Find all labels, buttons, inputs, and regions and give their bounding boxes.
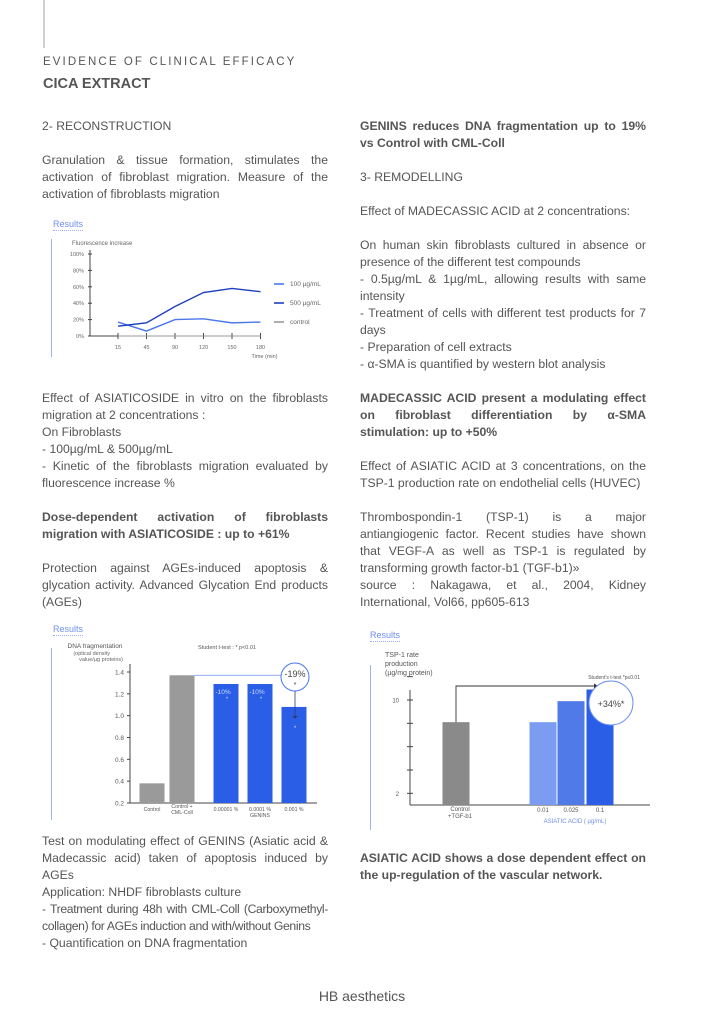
y-tick-label: 0.2 xyxy=(114,800,124,808)
x-tick-label: 0.01 xyxy=(537,808,549,814)
x-tick-label: 0.001 % xyxy=(284,807,304,813)
bar-significance-mark: * xyxy=(293,725,297,732)
genins-conclusion: GENINS reduces DNA fragmentation up to 19% vs Control with CML-Coll xyxy=(360,119,646,150)
madecassic-text-4: - Preparation of cell extracts xyxy=(360,340,512,354)
fluorescence-line-chart xyxy=(55,236,335,362)
x-tick-label: 0.1 xyxy=(595,808,605,814)
x-tick-label: 0.025 xyxy=(563,808,579,814)
madecassic-conclusion: MADECASSIC ACID present a modulating effect on fibroblast differentiation by α-SMA stimulation: up to +50% xyxy=(360,391,646,439)
chart-note: Student t-test : * p<0.01 xyxy=(198,645,256,651)
results-label-tsp-chart: Results xyxy=(370,630,401,640)
x-tick-label: Control xyxy=(450,807,470,813)
right-column-top xyxy=(360,118,646,611)
section-reconstruction: 2- RECONSTRUCTION xyxy=(42,119,172,133)
x-tick-label: 45 xyxy=(143,345,150,351)
page-title: CICA EXTRACT xyxy=(43,76,151,92)
tsp-text: Thrombospondin-1 (TSP-1) is a major antiangiogenic factor. Recent studies have shown that VEGF-A as well as TSP-1 is regulated by transforming growth factor-b1 (TGF-b1)» xyxy=(360,510,646,575)
y-axis-title: Fluorescence increase xyxy=(72,241,133,247)
x-tick-label: 0.0001 % xyxy=(249,807,271,813)
header-accent-bar xyxy=(43,0,45,48)
asiaticoside-text-4: - Kinetic of the fibroblasts migration evaluated by fluorescence increase % xyxy=(42,459,328,490)
genins-text-2: Application: NHDF fibroblasts culture xyxy=(42,885,242,899)
left-column-middle xyxy=(42,390,328,611)
legend-label: 100 µg/mL xyxy=(290,281,321,288)
y-tick-label: 1.4 xyxy=(114,669,124,677)
asiatic-intro: Effect of ASIATIC ACID at 3 concentrations, on the TSP-1 production rate on endothelial cells (HUVEC) xyxy=(360,459,646,490)
x-tick-label: 15 xyxy=(114,345,122,351)
x-axis-title: ASIATIC ACID ( µg/mL) xyxy=(543,819,607,825)
x-group-label: GENINS xyxy=(250,813,270,819)
asiatic-conclusion: ASIATIC ACID shows a dose dependent effect on the up-regulation of the vascular network. xyxy=(360,851,646,882)
y-tick-label: 1.0 xyxy=(114,713,124,721)
results-label-dna-chart: Results xyxy=(53,624,84,634)
madecassic-text-3: - Treatment of cells with different test products for 7 days xyxy=(360,306,646,337)
page-eyebrow: EVIDENCE OF CLINICAL EFFICACY xyxy=(43,56,297,68)
results-rule-1 xyxy=(51,239,52,357)
y-tick-label: 60% xyxy=(72,284,84,291)
y-tick-label: 20% xyxy=(72,317,84,324)
footer-brand: HB aesthetics xyxy=(318,988,406,1004)
x-tick-label: Control + xyxy=(171,804,193,810)
y-axis-title: TSP-1 rate xyxy=(385,652,419,659)
y-tick-label: 10 xyxy=(392,698,399,705)
y-tick-label: 0.4 xyxy=(114,778,124,786)
right-column-bottom xyxy=(360,850,646,884)
dna-fragmentation-bar-chart xyxy=(55,640,340,825)
results-label-line-chart: Results xyxy=(53,219,84,229)
results-rule-3 xyxy=(370,665,371,830)
madecassic-text-1: On human skin fibroblasts cultured in absence or presence of the different test compounds xyxy=(360,238,646,269)
y-tick-label: 40% xyxy=(72,301,84,308)
x-tick-label: 180 xyxy=(255,345,266,351)
asiaticoside-text-1: Effect of ASIATICOSIDE in vitro on the fibroblasts migration at 2 concentrations : xyxy=(42,391,328,422)
results-rule-2 xyxy=(51,648,52,820)
left-column-bottom xyxy=(42,833,328,952)
y-tick-label: 0.8 xyxy=(114,735,124,742)
bar-percent-label: -10% xyxy=(215,689,231,697)
section-remodelling: 3- REMODELLING xyxy=(360,170,463,184)
bar-4 xyxy=(282,707,307,803)
bar-2 xyxy=(558,701,585,805)
genins-text-1: Test on modulating effect of GENINS (Asiatic acid & Madecassic acid) taken of apoptosis induced by AGEs xyxy=(42,834,328,882)
bar-1 xyxy=(530,722,557,805)
y-tick-label: 0.6 xyxy=(114,756,124,764)
y-tick-label: 2 xyxy=(395,791,399,798)
asiaticoside-text-3: - 100µg/mL & 500µg/mL xyxy=(42,442,173,456)
y-tick-label: 0% xyxy=(76,334,84,340)
x-tick-label: CML-Coll xyxy=(171,810,193,816)
y-axis-title: DNA fragmentation xyxy=(67,643,123,650)
y-axis-subtitle: (optical density xyxy=(73,651,110,657)
legend-label: control xyxy=(290,319,310,326)
annotation-label: -19% xyxy=(284,669,306,679)
x-tick-label: 120 xyxy=(198,345,209,351)
x-tick-label: 150 xyxy=(227,345,237,351)
x-tick-label: 90 xyxy=(171,345,179,351)
asiaticoside-text-2: On Fibroblasts xyxy=(42,425,122,439)
line-series-0 xyxy=(118,319,261,331)
x-tick-label: Control xyxy=(143,807,161,813)
line-series-1 xyxy=(118,288,261,326)
bar-0 xyxy=(140,783,165,803)
y-tick-label: 100% xyxy=(69,252,84,258)
madecassic-intro: Effect of MADECASSIC ACID at 2 concentrations: xyxy=(360,204,631,218)
annotation-mark: * xyxy=(293,682,297,689)
bar-significance-mark: * xyxy=(225,697,229,704)
y-axis-subtitle: value/µg proteins) xyxy=(79,657,123,663)
tsp1-bar-chart xyxy=(372,645,662,830)
bar-percent-label: -10% xyxy=(249,689,265,697)
bar-1 xyxy=(170,675,195,803)
madecassic-text-5: - α-SMA is quantified by western blot analysis xyxy=(360,357,606,371)
bar-0 xyxy=(443,722,470,805)
bar-significance-mark: * xyxy=(259,697,263,704)
y-tick-label: 1.2 xyxy=(114,691,124,699)
tsp-source: source : Nakagawa, et al., 2004, Kidney International, Vol66, pp605-613 xyxy=(360,578,646,609)
x-tick-label: 0.00001 % xyxy=(213,807,239,813)
genins-text-4: - Quantification on DNA fragmentation xyxy=(42,936,248,950)
y-axis-title: (µg/mg protein) xyxy=(385,670,433,677)
ages-intro: Protection against AGEs-induced apoptosis & glycation activity. Advanced Glycation End products (AGEs) xyxy=(42,561,328,609)
madecassic-text-2: - 0.5µg/mL & 1µg/mL, allowing results with same intensity xyxy=(360,272,646,303)
reconstruction-intro: Granulation & tissue formation, stimulates the activation of fibroblast migration. Measure of the activation of fibroblasts migration xyxy=(42,153,328,201)
y-axis-title: production xyxy=(385,661,418,668)
x-axis-title: Time (min) xyxy=(251,354,278,360)
x-tick-label: +TGF-b1 xyxy=(447,814,473,820)
asiaticoside-conclusion: Dose-dependent activation of fibroblasts migration with ASIATICOSIDE : up to +61% xyxy=(42,510,328,541)
chart-note: Student's t-test *p≤0.01 xyxy=(588,675,640,681)
genins-text-3: - Treatment during 48h with CML-Coll (Carboxymethyl-collagen) for AGEs induction and with/without Genins xyxy=(42,902,328,933)
y-tick-label: 80% xyxy=(72,268,84,275)
legend-label: 500 µg/mL xyxy=(290,300,321,307)
left-column-top xyxy=(42,118,328,203)
annotation-label: +34%* xyxy=(597,699,625,709)
